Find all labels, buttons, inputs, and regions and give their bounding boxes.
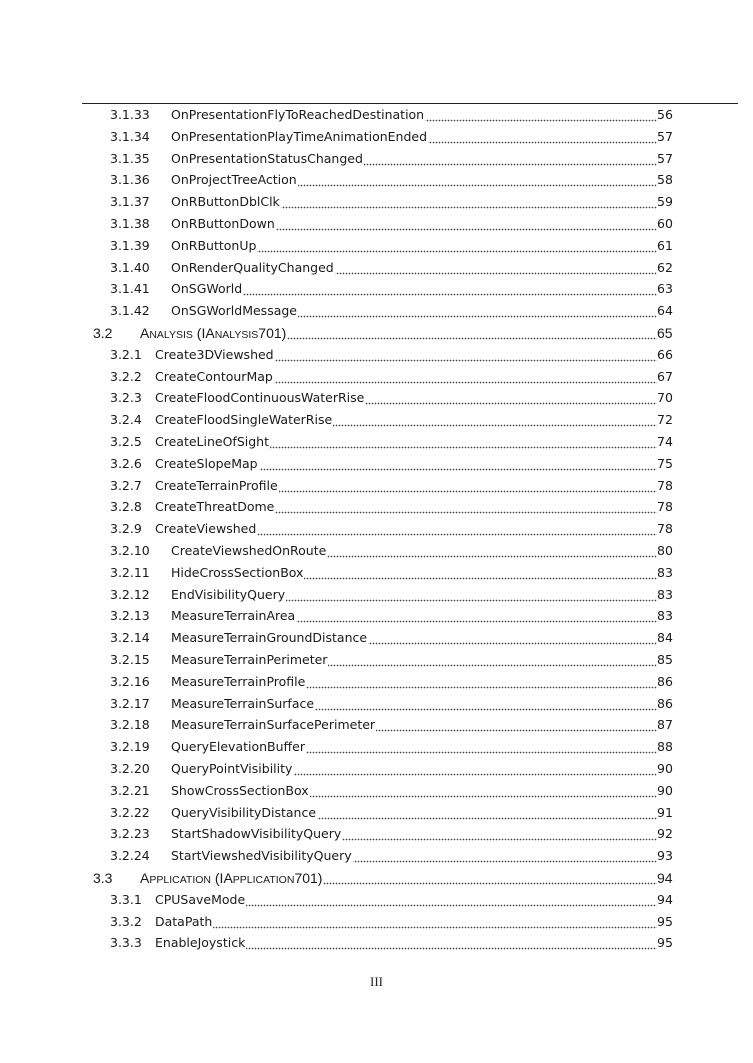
toc-entry-number: 3.2.22 — [110, 804, 150, 820]
toc-entry-number: 3.2.4 — [110, 412, 142, 428]
toc-entry-page: 93 — [657, 845, 677, 867]
toc-entry-title: ShowCrossSectionBox — [171, 780, 657, 802]
toc-entry[interactable] — [0, 431, 753, 453]
toc-entry[interactable] — [0, 823, 753, 845]
toc-entry[interactable] — [0, 693, 753, 715]
toc-entry-title: OnSGWorldMessage — [171, 300, 657, 322]
toc-entry-number: 3.2.23 — [110, 826, 150, 842]
toc-entry[interactable] — [0, 845, 753, 867]
toc-entry-title: ANALYSIS (IANALYSIS701) — [140, 322, 657, 346]
toc-entry-number: 3.1.37 — [110, 194, 150, 210]
toc-entry-page: 63 — [657, 278, 677, 300]
toc-entry[interactable] — [0, 169, 753, 191]
toc-entry-title: OnPresentationPlayTimeAnimationEnded — [171, 126, 657, 148]
toc-entry-page: 78 — [657, 496, 677, 518]
toc-entry-title: QueryPointVisibility — [171, 758, 657, 780]
toc-entry[interactable] — [0, 235, 753, 257]
toc-entry-title: EndVisibilityQuery — [171, 584, 657, 606]
toc-entry[interactable] — [0, 911, 753, 933]
toc-entry-title: Create3DViewshed — [155, 344, 657, 366]
toc-entry-page: 78 — [657, 475, 677, 497]
toc-entry-number: 3.3.1 — [110, 891, 142, 907]
toc-entry[interactable] — [0, 257, 753, 279]
toc-entry-number: 3.2.14 — [110, 630, 150, 646]
toc-entry-title: OnPresentationFlyToReachedDestination — [171, 104, 657, 126]
toc-entry-title: QueryVisibilityDistance — [171, 802, 657, 824]
toc-entry-title: OnPresentationStatusChanged — [171, 148, 657, 170]
toc-entry-number: 3.3 — [93, 870, 113, 886]
toc-entry-page: 59 — [657, 191, 677, 213]
toc-entry-page: 86 — [657, 671, 677, 693]
toc-entry-number: 3.2.2 — [110, 368, 142, 384]
toc-entry-number: 3.1.38 — [110, 216, 150, 231]
toc-entry-page: 90 — [657, 758, 677, 780]
toc-entry-number: 3.2.9 — [110, 521, 142, 537]
toc-entry-title: MeasureTerrainArea — [171, 605, 657, 627]
toc-entry-title: HideCrossSectionBox — [171, 562, 657, 584]
toc-entry-number: 3.2.7 — [110, 477, 142, 493]
toc-entry-number: 3.2.16 — [110, 673, 150, 689]
toc-entry-number: 3.2.17 — [110, 695, 150, 711]
toc-entry-page: 74 — [657, 431, 677, 453]
toc-entry[interactable] — [0, 191, 753, 213]
toc-entry-title: OnRenderQualityChanged — [171, 257, 657, 279]
toc-entry[interactable] — [0, 496, 753, 518]
toc-entry-title: MeasureTerrainSurface — [171, 693, 657, 715]
toc-entry-page: 95 — [657, 932, 677, 954]
toc-entry-title: CreateViewshedOnRoute — [171, 540, 657, 562]
toc-entry[interactable] — [0, 714, 753, 736]
toc-entry[interactable] — [0, 475, 753, 497]
toc-entry-page: 64 — [657, 300, 677, 322]
toc-entry[interactable] — [0, 148, 753, 170]
toc-entry-number: 3.2.20 — [110, 761, 150, 776]
toc-entry-page: 86 — [657, 693, 677, 715]
toc-entry-title: CreateSlopeMap — [155, 453, 657, 475]
toc-entry-page: 60 — [657, 213, 677, 235]
toc-entry-page: 94 — [657, 867, 677, 889]
toc-entry[interactable] — [0, 802, 753, 824]
toc-entry-page: 72 — [657, 409, 677, 431]
toc-entry-number: 3.3.2 — [110, 913, 142, 929]
toc-entry-number: 3.1.36 — [110, 172, 150, 188]
toc-entry[interactable] — [0, 758, 753, 780]
toc-entry-page: 87 — [657, 714, 677, 736]
toc-entry-title: CreateFloodSingleWaterRise — [155, 409, 657, 431]
toc-entry-page: 80 — [657, 540, 677, 562]
toc-entry-number: 3.1.40 — [110, 259, 150, 275]
toc-entry[interactable] — [0, 540, 753, 562]
toc-entry-page: 88 — [657, 736, 677, 758]
toc-entry[interactable] — [0, 780, 753, 802]
page-number: III — [370, 974, 383, 989]
toc-entry[interactable] — [0, 605, 753, 627]
toc-entry-page: 57 — [657, 126, 677, 148]
toc-entry-page: 83 — [657, 584, 677, 606]
toc-entry-title: OnSGWorld — [171, 278, 657, 300]
toc-entry-title: OnRButtonDblClk — [171, 191, 657, 213]
toc-entry[interactable] — [0, 867, 753, 889]
toc-entry-page: 90 — [657, 780, 677, 802]
toc-entry-title: MeasureTerrainGroundDistance — [171, 627, 657, 649]
toc-entry-number: 3.2.19 — [110, 739, 150, 755]
toc-entry[interactable] — [0, 736, 753, 758]
toc-entry[interactable] — [0, 322, 753, 344]
toc-entry[interactable] — [0, 213, 753, 235]
toc-entry[interactable] — [0, 344, 753, 366]
toc-entry[interactable] — [0, 671, 753, 693]
toc-entry-page: 78 — [657, 518, 677, 540]
toc-entry[interactable] — [0, 932, 753, 954]
toc-entry-page: 91 — [657, 802, 677, 824]
toc-entry[interactable] — [0, 126, 753, 148]
toc-entry-page: 84 — [657, 627, 677, 649]
toc-entry[interactable] — [0, 562, 753, 584]
toc-entry-page: 56 — [657, 104, 677, 126]
toc-entry-number: 3.2.11 — [110, 564, 150, 580]
toc-entry-page: 75 — [657, 453, 677, 475]
toc-entry-title: CreateThreatDome — [155, 496, 657, 518]
toc-entry[interactable] — [0, 453, 753, 475]
toc-entry-page: 92 — [657, 823, 677, 845]
toc-entry[interactable] — [0, 387, 753, 409]
toc-entry[interactable] — [0, 889, 753, 911]
toc-entry-title: CPUSaveMode — [155, 889, 657, 911]
toc-entry[interactable] — [0, 278, 753, 300]
toc-entry-number: 3.1.35 — [110, 150, 150, 166]
toc-entry-title: OnRButtonUp — [171, 235, 657, 257]
toc-entry-number: 3.2.21 — [110, 782, 150, 798]
toc-entry-number: 3.2.6 — [110, 455, 142, 471]
toc-entry-page: 83 — [657, 562, 677, 584]
toc-entry-title: CreateLineOfSight — [155, 431, 657, 453]
toc-entry-title: OnProjectTreeAction — [171, 169, 657, 191]
toc-entry[interactable] — [0, 584, 753, 606]
toc-entry-title: CreateContourMap — [155, 366, 657, 388]
toc-entry-number: 3.1.41 — [110, 281, 150, 297]
toc-entry-number: 3.1.34 — [110, 128, 150, 144]
toc-entry[interactable] — [0, 627, 753, 649]
toc-entry-page: 95 — [657, 911, 677, 933]
toc-entry[interactable] — [0, 518, 753, 540]
toc-entry-title: CreateViewshed — [155, 518, 657, 540]
toc-entry-number: 3.1.39 — [110, 237, 150, 253]
toc-entry-page: 57 — [657, 148, 677, 170]
toc-entry-title: OnRButtonDown — [171, 213, 657, 235]
toc-entry-title: StartShadowVisibilityQuery — [171, 823, 657, 845]
toc-entry-title: CreateTerrainProfile — [155, 475, 657, 497]
toc-entry-title: QueryElevationBuffer — [171, 736, 657, 758]
toc-entry[interactable] — [0, 409, 753, 431]
toc-entry-number: 3.1.33 — [110, 107, 150, 122]
toc-entry-number: 3.3.3 — [110, 935, 142, 951]
toc-entry-page: 58 — [657, 169, 677, 191]
toc-entry-number: 3.2 — [93, 325, 113, 341]
toc-entry[interactable] — [0, 649, 753, 671]
toc-entry-title: StartViewshedVisibilityQuery — [171, 845, 657, 867]
toc-entry-number: 3.2.10 — [110, 543, 150, 558]
toc-entry-number: 3.2.3 — [110, 390, 142, 406]
toc-entry-title: APPLICATION (IAPPLICATION701) — [140, 867, 657, 891]
toc-entry-number: 3.2.5 — [110, 434, 142, 449]
toc-entry-page: 61 — [657, 235, 677, 257]
toc-entry-title: MeasureTerrainSurfacePerimeter — [171, 714, 657, 736]
toc-entry-title: MeasureTerrainProfile — [171, 671, 657, 693]
toc-entry[interactable] — [0, 300, 753, 322]
toc-entry-number: 3.2.12 — [110, 586, 150, 602]
toc-entry-number: 3.2.1 — [110, 346, 142, 362]
toc-entry-number: 3.2.24 — [110, 848, 150, 864]
toc-entry-number: 3.1.42 — [110, 303, 150, 319]
toc-entry-number: 3.2.18 — [110, 717, 150, 733]
toc-entry-title: MeasureTerrainPerimeter — [171, 649, 657, 671]
toc-entry[interactable] — [0, 104, 753, 126]
toc-entry[interactable] — [0, 366, 753, 388]
toc-entry-page: 66 — [657, 344, 677, 366]
toc-entry-page: 62 — [657, 257, 677, 279]
toc-entry-page: 85 — [657, 649, 677, 671]
toc-entry-number: 3.2.15 — [110, 652, 150, 667]
toc-entry-title: EnableJoystick — [155, 932, 657, 954]
toc-entry-number: 3.2.8 — [110, 499, 142, 515]
toc-entry-page: 65 — [657, 322, 677, 344]
toc-entry-title: DataPath — [155, 911, 657, 933]
toc-entry-title: CreateFloodContinuousWaterRise — [155, 387, 657, 409]
toc-entry-page: 67 — [657, 366, 677, 388]
toc-entry-number: 3.2.13 — [110, 608, 150, 624]
toc-entry-page: 83 — [657, 605, 677, 627]
toc-entry-page: 94 — [657, 889, 677, 911]
toc-entry-page: 70 — [657, 387, 677, 409]
